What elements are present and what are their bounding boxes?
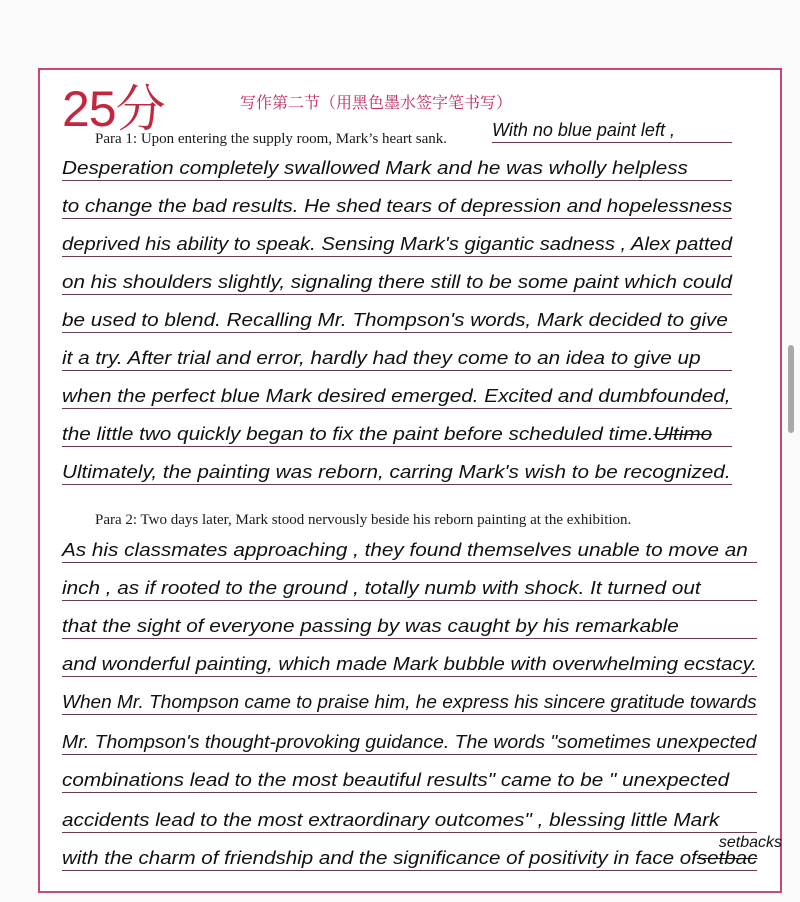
handwritten-text: [62, 348, 701, 369]
para2-prompt: Para 2: Two days later, Mark stood nervously beside his reborn painting at the exhibition.: [95, 512, 632, 528]
handwritten-line: [62, 684, 757, 715]
handwritten-line: [62, 762, 757, 793]
line-text: Ultimately, the painting was reborn, carring Mark's wish to be recognized.: [62, 462, 731, 482]
line-text: With no blue paint left ,: [492, 120, 675, 140]
para1-prompt: Para 1: Upon entering the supply room, Mark’s heart sank.: [95, 131, 448, 147]
scrollbar[interactable]: [788, 345, 794, 433]
line-text: the little two quickly began to fix the paint before scheduled time.: [62, 424, 654, 444]
handwritten-text: [62, 272, 732, 293]
line-text: accidents lead to the most extraordinary outcomes" , blessing little Mark: [62, 810, 720, 830]
handwritten-line: [62, 570, 757, 601]
handwritten-text: [62, 540, 748, 561]
line-text: When Mr. Thompson came to praise him, he express his sincere gratitude towards: [62, 692, 757, 712]
line-text: inch , as if rooted to the ground , totally numb with shock. It turned out: [62, 578, 701, 598]
handwritten-line: [62, 454, 732, 485]
line-text: it a try. After trial and error, hardly had they come to an idea to give up: [62, 348, 701, 368]
handwritten-text: [62, 462, 731, 483]
handwritten-text: [62, 310, 728, 331]
section-heading: 写作第二节（用黑色墨水签字笔书写）: [240, 93, 513, 112]
handwritten-line: [62, 532, 757, 563]
line-text: deprived his ability to speak. Sensing Mark's gigantic sadness , Alex patted: [62, 234, 733, 254]
line-text: be used to blend. Recalling Mr. Thompson's words, Mark decided to give: [62, 310, 728, 330]
handwritten-line: [62, 226, 732, 257]
handwritten-text: [62, 424, 712, 445]
handwritten-text: [62, 158, 688, 179]
handwritten-text: [62, 616, 679, 637]
line-text: and wonderful painting, which made Mark bubble with overwhelming ecstacy.: [62, 654, 757, 674]
handwritten-text: [62, 386, 731, 407]
handwritten-text: [62, 692, 757, 713]
strikethrough-text: setbac: [696, 848, 758, 868]
handwritten-line: [62, 646, 757, 677]
handwritten-line: [62, 608, 757, 639]
handwritten-text: [62, 654, 757, 675]
handwritten-line: [62, 802, 757, 833]
line-text: with the charm of friendship and the significance of positivity in face of: [62, 848, 697, 868]
line-text: As his classmates approaching , they found themselves unable to move an: [62, 540, 748, 560]
handwritten-line: [62, 150, 732, 181]
line-text: that the sight of everyone passing by was caught by his remarkable: [62, 616, 679, 636]
handwritten-text: [62, 732, 756, 753]
handwritten-text: [62, 810, 719, 831]
handwritten-line: [492, 112, 732, 143]
handwritten-text: [62, 196, 732, 217]
handwritten-text: [62, 578, 701, 599]
line-text: Mr. Thompson's thought-provoking guidance. The words "sometimes unexpected: [62, 732, 757, 752]
handwritten-line: [62, 264, 732, 295]
line-text: Desperation completely swallowed Mark and he was wholly helpless: [62, 158, 688, 178]
handwritten-text: [62, 770, 729, 791]
handwritten-line: [62, 340, 732, 371]
handwritten-line: [62, 188, 732, 219]
line-text: when the perfect blue Mark desired emerged. Excited and dumbfounded,: [62, 386, 731, 406]
handwritten-line: [62, 378, 732, 409]
handwritten-line: [62, 302, 732, 333]
handwritten-text: [62, 234, 732, 255]
handwritten-insertion: setbacks: [718, 834, 782, 851]
handwritten-text: [492, 120, 675, 141]
handwritten-line: [62, 416, 732, 447]
line-text: to change the bad results. He shed tears of depression and hopelessness: [62, 196, 733, 216]
handwritten-line: [62, 840, 757, 871]
handwritten-line: [62, 724, 757, 755]
handwritten-text: [62, 848, 757, 869]
strikethrough-text: Ultimo: [653, 424, 713, 444]
line-text: combinations lead to the most beautiful results" came to be " unexpected: [62, 770, 730, 790]
line-text: on his shoulders slightly, signaling there still to be some paint which could: [62, 272, 732, 292]
score-mark: 25分: [62, 81, 165, 137]
